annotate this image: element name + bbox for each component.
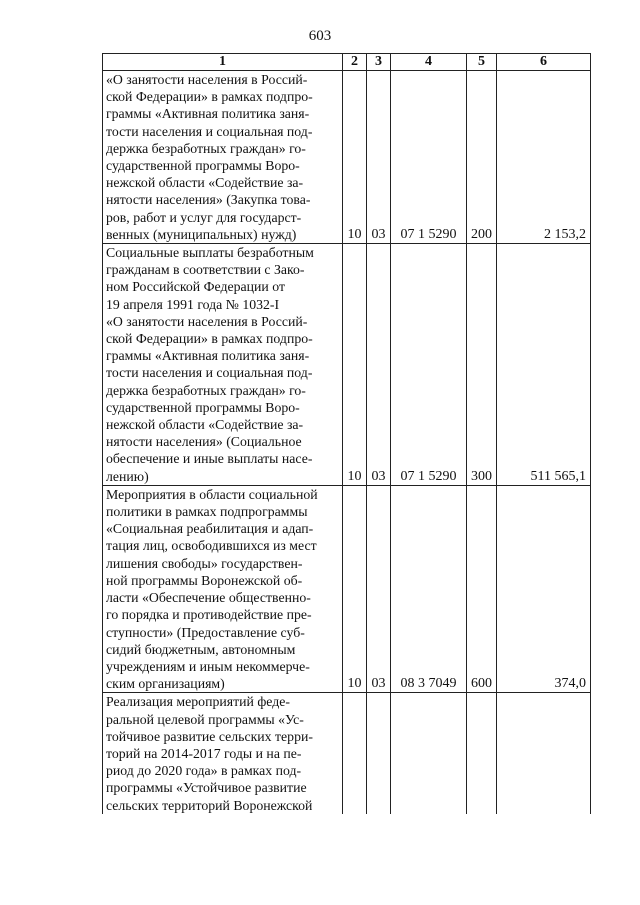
table-header-row [103, 54, 591, 71]
expense-type-code: 200 [467, 71, 497, 244]
table-row [103, 693, 591, 814]
target-article-code [391, 693, 467, 814]
description-line: ральной целевой программы «Ус- [106, 711, 304, 727]
description-line: держка безработных граждан» го- [106, 140, 306, 156]
table-body [103, 71, 591, 814]
amount: 374,0 [497, 485, 591, 692]
amount [497, 693, 591, 814]
column-header-3: 3 [367, 54, 391, 71]
expense-type-code: 600 [467, 485, 497, 692]
description-line: «О занятости населения в Россий- [106, 313, 308, 329]
description-line: ном Российской Федерации от [106, 279, 285, 295]
description-line: нятости населения» (Социальное [106, 434, 302, 450]
column-header-1: 1 [103, 54, 343, 71]
description-line: ной программы Воронежской об- [106, 572, 303, 588]
description-line: нежской области «Содействие за- [106, 175, 304, 191]
description-line: держка безработных граждан» го- [106, 382, 306, 398]
page-number: 603 [308, 28, 332, 44]
row-description [103, 244, 343, 486]
target-article-code: 08 3 7049 [391, 485, 467, 692]
description-line: «О занятости населения в Россий- [106, 72, 308, 87]
table-row [103, 485, 591, 692]
column-header-6: 6 [497, 54, 591, 71]
description-line: граммы «Активная политика заня- [106, 348, 310, 364]
description-line: «Социальная реабилитация и адап- [106, 521, 314, 537]
expense-type-code [467, 693, 497, 814]
description-line: Мероприятия в области социальной [106, 486, 318, 502]
description-line: политики в рамках подпрограммы [106, 504, 308, 520]
expense-type-code: 300 [467, 244, 497, 486]
subsection-code: 03 [367, 71, 391, 244]
description-line: нятости населения» (Закупка това- [106, 192, 311, 208]
target-article-code: 07 1 5290 [391, 244, 467, 486]
description-line: ской Федерации» в рамках подпро- [106, 331, 313, 347]
description-line: риод до 2020 года» в рамках под- [106, 763, 302, 779]
description-line: граммы «Активная политика заня- [106, 106, 310, 122]
subsection-code: 03 [367, 244, 391, 486]
description-line: го порядка и противодействие пре- [106, 607, 312, 623]
table-row [103, 71, 591, 244]
description-line: сидий бюджетным, автономным [106, 641, 296, 657]
description-line: нежской области «Содействие за- [106, 417, 304, 433]
description-line: гражданам в соответствии с Зако- [106, 262, 305, 278]
subsection-code [367, 693, 391, 814]
description-line: обеспечение и иные выплаты насе- [106, 451, 313, 467]
row-description [103, 485, 343, 692]
description-line: 19 апреля 1991 года № 1032-I [106, 296, 280, 312]
column-header-2: 2 [343, 54, 367, 71]
column-header-4: 4 [391, 54, 467, 71]
section-code: 10 [343, 71, 367, 244]
description-line: лишения свободы» государствен- [106, 555, 303, 571]
section-code: 10 [343, 485, 367, 692]
column-header-5: 5 [467, 54, 497, 71]
description-line: тойчивое развитие сельских терри- [106, 728, 313, 744]
description-line: торий на 2014-2017 годы и на пе- [106, 745, 302, 761]
description-line: тости населения и социальная под- [106, 365, 313, 381]
description-line: программы «Устойчивое развитие [106, 780, 307, 796]
description-line: ской Федерации» в рамках подпро- [106, 89, 313, 105]
description-line: Реализация мероприятий феде- [106, 694, 290, 710]
description-line: сударственной программы Воро- [106, 158, 300, 174]
row-description [103, 693, 343, 814]
description-line: сударственной программы Воро- [106, 399, 300, 415]
section-code: 10 [343, 244, 367, 486]
description-line: ласти «Обеспечение общественно- [106, 590, 311, 606]
description-line: сельских территорий Воронежской [106, 797, 313, 813]
amount: 511 565,1 [497, 244, 591, 486]
description-line: учреждениям и иным некоммерче- [106, 658, 310, 674]
amount: 2 153,2 [497, 71, 591, 244]
target-article-code: 07 1 5290 [391, 71, 467, 244]
table-row [103, 244, 591, 486]
description-line: тация лиц, освободившихся из мест [106, 538, 317, 554]
description-line: венных (муниципальных) нужд) [106, 226, 297, 242]
description-line: тости населения и социальная под- [106, 123, 313, 139]
description-line: ров, работ и услуг для государст- [106, 209, 302, 225]
subsection-code: 03 [367, 485, 391, 692]
description-line: лению) [106, 468, 149, 484]
description-line: Социальные выплаты безработным [106, 245, 314, 261]
budget-table [102, 53, 591, 814]
section-code [343, 693, 367, 814]
row-description [103, 71, 343, 244]
description-line: ским организациям) [106, 676, 225, 692]
description-line: ступности» (Предоставление суб- [106, 624, 305, 640]
